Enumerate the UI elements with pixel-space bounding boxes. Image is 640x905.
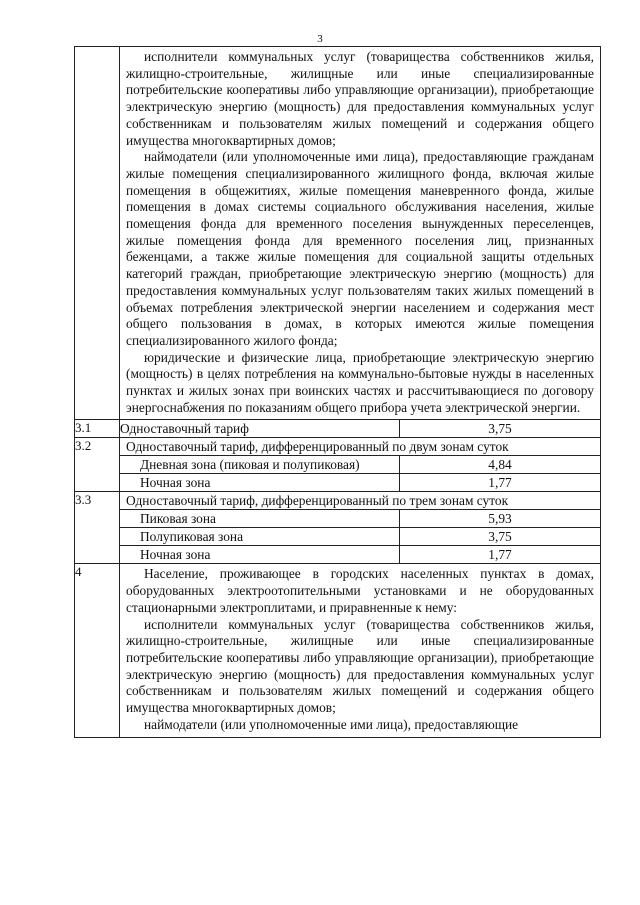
zone-label: Дневная зона (пиковая и полупиковая) <box>120 456 400 474</box>
zone-value: 3,75 <box>400 528 601 546</box>
paragraph-legal-entities: юридические и физические лица, приобретающие электрическую энергию (мощность) в целях потребления на коммунально-бытовые нужды в населенных пунктах и жилых зонах при воинских частях и рассчитывающиеся по договору энергоснабжения по показаниям общего прибора учета электрической энергии. <box>126 349 594 415</box>
table-row <box>75 492 601 564</box>
paragraph-landlords: наймодатели (или уполномоченные ими лица), предоставляющие <box>144 716 519 732</box>
table-row <box>75 438 601 492</box>
paragraph-landlords: наймодатели (или уполномоченные ими лица), предоставляющие гражданам жилые помещения специализированного жилищного фонда, включая жилые помещения в общежитиях, жилые помещения маневренного фонда, жилые помещения в домах системы социального обслуживания населения, жилые помещения фонда для временного поселения вынужденных переселенцев, жилые помещения фонда для временного поселения лиц, признанных беженцами, а также жилые помещения для социальной защиты отдельных категорий граждан, приобретающие электрическую энергию (мощность) для предоставления коммунальных услуг пользователям таких жилых помещений в объемах потребления электрической энергии населением и содержания мест общего пользования в домах, в которых имеются жилые помещения специализированного жилого фонда; <box>126 149 594 348</box>
zone-label: Ночная зона <box>120 546 400 564</box>
row-number <box>75 47 120 420</box>
zone-label: Пиковая зона <box>120 510 400 528</box>
tariff-table <box>74 46 601 738</box>
paragraph-contractors: исполнители коммунальных услуг (товарищества собственников жилья, жилищно-строительные, жилищные или иные специализированные потребительские кооперативы либо управляющие организации), приобретающие электрическую энергию (мощность) для предоставления коммунальных услуг собственникам и пользователям жилых помещений и содержания общего имущества многоквартирных домов; <box>126 616 594 716</box>
zone-label: Полупиковая зона <box>120 528 400 546</box>
zone-value: 5,93 <box>400 510 601 528</box>
table-row <box>75 420 601 438</box>
zone-label: Ночная зона <box>120 474 400 492</box>
zone-value: 4,84 <box>400 456 601 474</box>
zone-value: 1,77 <box>400 474 601 492</box>
tariff-label: Одноставочный тариф <box>120 420 400 437</box>
page-number: 3 <box>317 33 323 45</box>
row-number: 4 <box>75 564 120 737</box>
row-number: 3.3 <box>75 492 120 564</box>
tariff-title: Одноставочный тариф, дифференцированный по двум зонам суток <box>126 439 509 455</box>
table-row <box>75 47 601 420</box>
row-number: 3.2 <box>75 438 120 492</box>
paragraph-population: Население, проживающее в городских населенных пунктах в домах, оборудованных электроотопительными установками и не оборудованных стационарными электроплитами, и приравненные к нему: <box>126 566 594 615</box>
zone-value: 1,77 <box>400 546 601 564</box>
table-row <box>75 564 601 737</box>
tariff-value: 3,75 <box>488 421 512 437</box>
row-number: 3.1 <box>75 420 120 438</box>
paragraph-contractors: исполнители коммунальных услуг (товарищества собственников жилья, жилищно-строительные, жилищные или иные специализированные потребительские кооперативы либо управляющие организации), приобретающие электрическую энергию (мощность) для предоставления коммунальных услуг собственникам и пользователям жилых помещений и содержания общего имущества многоквартирных домов; <box>126 49 594 148</box>
tariff-title: Одноставочный тариф, дифференцированный по трем зонам суток <box>126 493 509 509</box>
